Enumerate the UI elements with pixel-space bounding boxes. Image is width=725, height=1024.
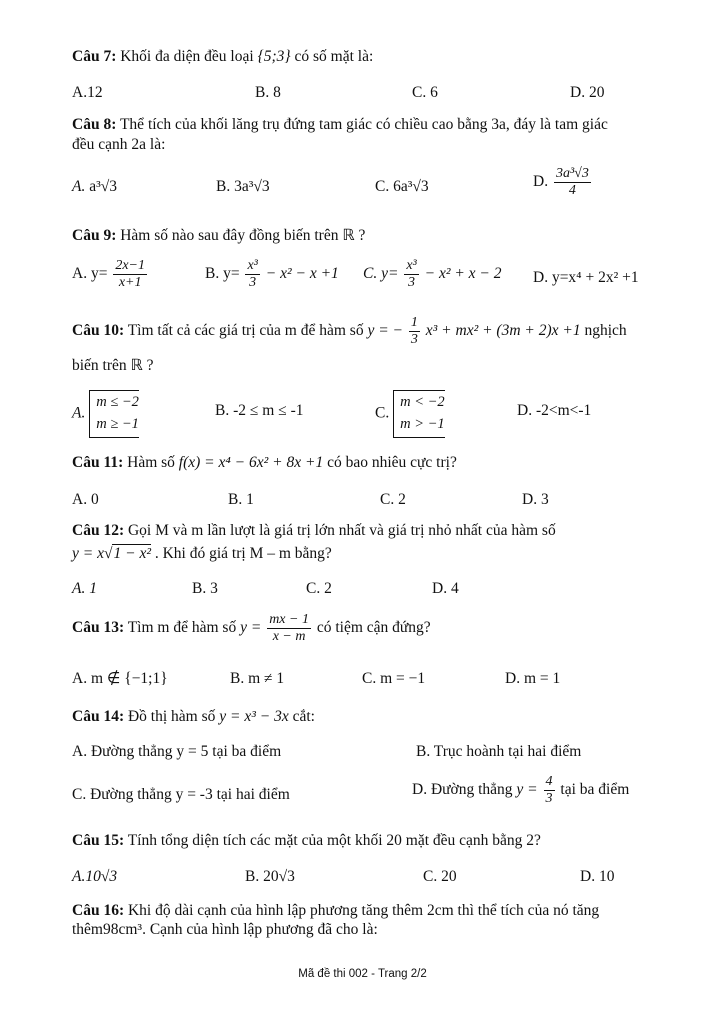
option-letter: A. y= — [72, 265, 108, 283]
option-c: C. 6a³√3 — [375, 178, 429, 195]
option-c — [375, 390, 445, 438]
radicand: 1 − x² — [113, 545, 151, 562]
question-text: Khi độ dài cạnh của hình lập phương tăng thêm 2cm thì thể tích của nó tăng — [127, 902, 600, 919]
denominator: x+1 — [118, 275, 142, 291]
option-d: D. 3 — [522, 491, 549, 508]
question-text: Đồ thị hàm số — [127, 708, 216, 725]
option-a — [72, 178, 117, 197]
question-text-end: có số mặt là: — [294, 48, 374, 65]
option-c — [363, 258, 502, 291]
question-10 — [72, 315, 627, 348]
condition: m ≥ −1 — [96, 415, 139, 432]
option-b: B. 3 — [192, 580, 218, 597]
question-text: Hàm số nào sau đây đồng biến trên ℝ ? — [120, 227, 366, 244]
option-letter: C. y= — [363, 265, 399, 283]
fraction — [245, 258, 259, 291]
question-text-line2: thêm98cm³. Cạnh của hình lập phương đã cho là: — [72, 921, 378, 938]
question-12 — [72, 522, 556, 541]
fraction — [554, 166, 591, 199]
question-11 — [72, 454, 457, 473]
bracket-system — [89, 390, 139, 438]
option-a: A.12 — [72, 84, 103, 101]
question-text-end: . Khi đó giá trị M – m bằng? — [154, 545, 332, 562]
question-15 — [72, 832, 541, 851]
denominator: x − m — [272, 629, 306, 645]
numerator: mx − 1 — [267, 612, 311, 629]
math-set: {5;3} — [257, 48, 291, 65]
option-a: A. Đường thẳng y = 5 tại ba điểm — [72, 743, 282, 760]
question-text: Tìm m để hàm số — [127, 619, 237, 637]
question-text: Gọi M và m lần lượt là giá trị lớn nhất và giá trị nhỏ nhất của hàm số — [127, 522, 556, 539]
numerator: 1 — [409, 315, 420, 332]
condition: m ≤ −2 — [96, 394, 139, 410]
option-a: A.10√3 — [72, 868, 118, 885]
question-text: Hàm số — [127, 454, 175, 471]
question-text-line2: đều cạnh 2a là: — [72, 136, 166, 153]
condition: m < −2 — [400, 394, 445, 410]
option-c: C. m = −1 — [362, 670, 426, 687]
expression: x³ + mx² + (3m + 2)x +1 — [425, 322, 581, 340]
option-letter: D. — [533, 173, 549, 191]
expression: y = − — [367, 322, 404, 340]
option-b: B. -2 ≤ m ≤ -1 — [215, 402, 304, 419]
question-8 — [72, 116, 608, 135]
expression: − x² − x +1 — [265, 265, 339, 283]
question-text: Thể tích của khối lăng trụ đứng tam giác có chiều cao bằng 3a, đáy là tam giác — [119, 116, 608, 133]
question-7 — [72, 48, 373, 67]
option-d: D. m = 1 — [505, 670, 561, 687]
question-label: Câu 13: — [72, 619, 125, 637]
expression: f(x) = x⁴ − 6x² + 8x +1 — [178, 454, 324, 471]
question-label: Câu 10: — [72, 322, 125, 340]
option-letter: A. — [72, 404, 86, 422]
option-c: C. 2 — [380, 491, 406, 508]
numerator: 3a³√3 — [554, 166, 591, 183]
question-14 — [72, 708, 315, 727]
option-b: B. 3a³√3 — [216, 178, 270, 195]
expression: y = x³ − 3x — [219, 708, 289, 725]
numerator: x³ — [245, 258, 259, 275]
question-label: Câu 12: — [72, 522, 125, 539]
option-value: a³√3 — [89, 178, 118, 195]
option-b: B. 8 — [255, 84, 281, 101]
option-b: B. 1 — [228, 491, 254, 508]
option-letter: A. — [72, 178, 86, 195]
option-a — [72, 258, 149, 291]
bracket-system — [393, 390, 445, 438]
option-a: A. 0 — [72, 491, 99, 508]
question-text-end: nghịch — [584, 322, 627, 340]
denominator: 4 — [568, 183, 576, 199]
denominator: 3 — [545, 791, 553, 807]
question-9 — [72, 227, 365, 246]
option-d: D. 4 — [432, 580, 459, 597]
option-b: B. 20√3 — [245, 868, 295, 885]
option-a: A. m ∉ {−1;1} — [72, 670, 168, 687]
option-b — [205, 258, 339, 291]
option-text: D. Đường thẳng — [412, 781, 513, 799]
fraction — [544, 774, 555, 807]
question-16 — [72, 902, 599, 921]
fraction — [409, 315, 420, 348]
option-d: D. -2<m<-1 — [517, 402, 592, 419]
question-13 — [72, 612, 431, 645]
option-b: B. m ≠ 1 — [230, 670, 285, 687]
page-footer: Mã đề thi 002 - Trang 2/2 — [298, 968, 427, 980]
question-text-end: có bao nhiêu cực trị? — [327, 454, 457, 471]
numerator: 2x−1 — [113, 258, 147, 275]
option-c: C. 20 — [423, 868, 457, 885]
question-label: Câu 11: — [72, 454, 124, 471]
numerator: x³ — [404, 258, 418, 275]
condition: m > −1 — [400, 415, 445, 432]
option-b: B. Trục hoành tại hai điểm — [416, 743, 582, 760]
question-label: Câu 14: — [72, 708, 125, 725]
question-label: Câu 16: — [72, 902, 125, 919]
option-a: A. 1 — [72, 580, 97, 597]
option-d: D. y=x⁴ + 2x² +1 — [533, 269, 639, 286]
denominator: 3 — [408, 275, 416, 291]
option-letter: B. y= — [205, 265, 240, 283]
option-d — [412, 774, 629, 807]
fraction — [267, 612, 311, 645]
option-c: C. 6 — [412, 84, 438, 101]
question-label: Câu 7: — [72, 48, 117, 65]
option-c: C. 2 — [306, 580, 332, 597]
option-c: C. Đường thẳng y = -3 tại hai điểm — [72, 786, 290, 803]
option-letter: C. — [375, 404, 390, 422]
denominator: 3 — [249, 275, 257, 291]
expression: y = — [240, 619, 262, 637]
expression: − x² + x − 2 — [424, 265, 502, 283]
expression: y = — [516, 781, 538, 799]
option-d — [533, 166, 593, 199]
fraction — [404, 258, 418, 291]
expression: y = x — [72, 545, 104, 562]
numerator: 4 — [544, 774, 555, 791]
option-d: D. 10 — [580, 868, 615, 885]
question-label: Câu 15: — [72, 832, 125, 849]
question-label: Câu 8: — [72, 116, 117, 133]
option-a — [72, 390, 139, 438]
question-text-line2: biến trên ℝ ? — [72, 357, 154, 374]
question-label: Câu 9: — [72, 227, 117, 244]
fraction — [113, 258, 147, 291]
question-text: Tính tổng diện tích các mặt của một khối 20 mặt đều cạnh bằng 2? — [127, 832, 541, 849]
question-text-end: cắt: — [292, 708, 315, 725]
question-text-end: có tiệm cận đứng? — [316, 619, 431, 637]
question-text-line2: y = x√1 − x² . Khi đó giá trị M – m bằng? — [72, 545, 332, 562]
option-text-end: tại ba điểm — [560, 781, 630, 799]
question-text: Khối đa diện đều loại — [120, 48, 254, 65]
question-text: Tìm tất cả các giá trị của m để hàm số — [127, 322, 364, 340]
option-d: D. 20 — [570, 84, 605, 101]
denominator: 3 — [410, 332, 418, 348]
